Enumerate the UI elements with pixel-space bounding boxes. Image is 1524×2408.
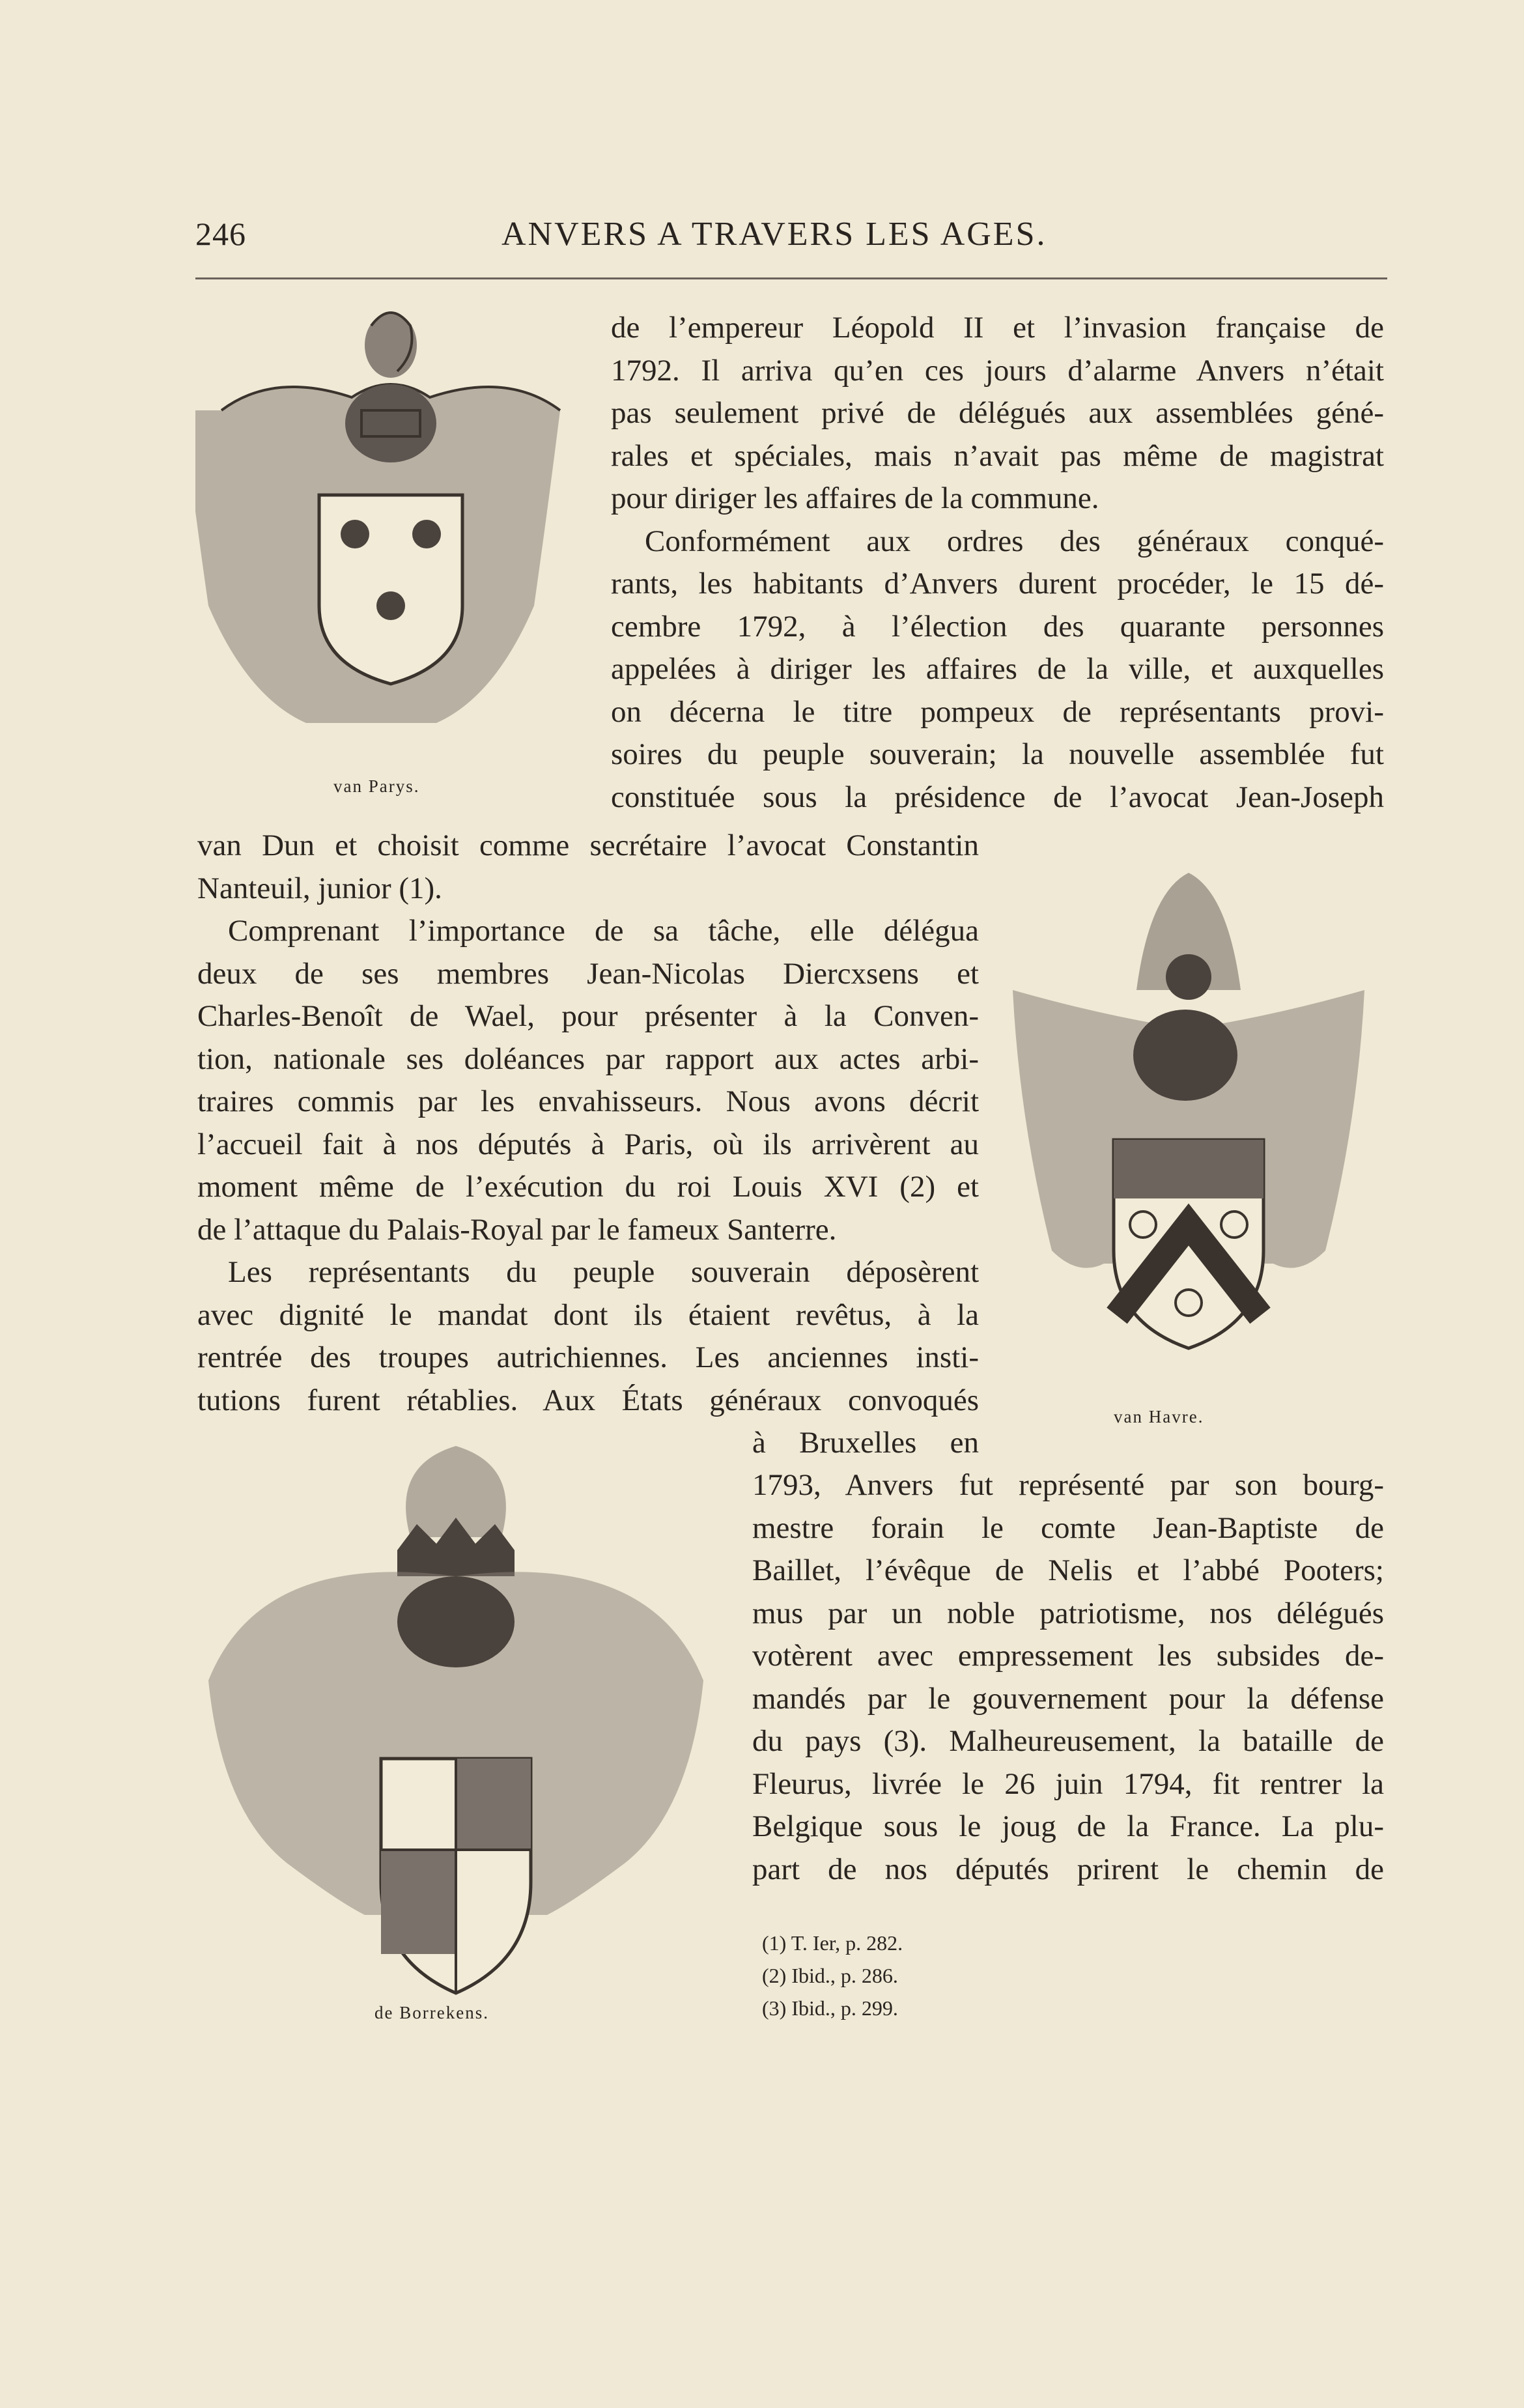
text-line: Charles-Benoît de Wael, pour présenter à la Conven- — [197, 999, 979, 1033]
de-borrekens-helmet — [397, 1576, 515, 1667]
text-line: pas seulement privé de délégués aux assemblées géné- — [611, 396, 1384, 430]
text-line: l’accueil fait à nos députés à Paris, où ils arrivèrent au — [197, 1127, 979, 1161]
coat-of-arms-van-parys — [195, 300, 586, 775]
text-line: de l’attaque du Palais-Royal par le fameux Santerre. — [197, 1212, 837, 1247]
text-line: Nanteuil, junior (1). — [197, 871, 442, 905]
van-parys-squirrel-crest — [365, 313, 417, 378]
text-line: Belgique sous le joug de la France. La plu- — [752, 1809, 1384, 1843]
caption-de-borrekens: de Borrekens. — [374, 2003, 489, 2022]
text-line: Fleurus, livrée le 26 juin 1794, fit rentrer la — [752, 1766, 1384, 1801]
page-number: 246 — [195, 216, 246, 252]
text-line: moment même de l’exécution du roi Louis XVI (2) et — [197, 1170, 979, 1204]
text-block-3 — [752, 1470, 1384, 1900]
text-line: de l’empereur Léopold II et l’invasion française de — [611, 311, 1384, 345]
text-line: 1793, Anvers fut représenté par son bourg- — [752, 1468, 1384, 1502]
coat-of-arms-de-borrekens — [195, 1433, 716, 2006]
text-line: rales et spéciales, mais n’avait pas même de magistrat — [611, 438, 1384, 473]
text-line: avec dignité le mandat dont ils étaient revêtus, à la — [197, 1297, 979, 1332]
footnote-3: (3) Ibid., p. 299. — [762, 1996, 898, 2020]
caption-van-parys: van Parys. — [333, 776, 420, 796]
coat-of-arms-van-havre — [993, 860, 1377, 1381]
running-title: ANVERS A TRAVERS LES AGES. — [501, 216, 1047, 253]
text-block-1 — [611, 313, 1384, 834]
text-line: appelées à diriger les affaires de la ville, et auxquelles — [611, 652, 1384, 686]
text-line: Les représentants du peuple souverain déposèrent — [228, 1255, 979, 1289]
van-parys-helmet — [345, 384, 436, 462]
text-line: mus par un noble patriotisme, nos délégués — [752, 1596, 1384, 1630]
text-line: Baillet, l’évêque de Nelis et l’abbé Pooters; — [752, 1553, 1384, 1587]
text-line: mestre forain le comte Jean-Baptiste de — [752, 1510, 1384, 1545]
text-line: rentrée des troupes autrichiennes. Les anciennes insti- — [197, 1340, 979, 1374]
van-havre-helmet — [1133, 1010, 1237, 1101]
text-line: du pays (3). Malheureusement, la bataille de — [752, 1724, 1384, 1758]
text-line: mandés par le gouvernement pour la défense — [752, 1681, 1384, 1716]
caption-van-havre: van Havre. — [1114, 1407, 1204, 1426]
van-parys-shield — [319, 495, 462, 684]
text-line: Conformément aux ordres des généraux conqué- — [645, 524, 1384, 558]
text-block-2 — [197, 830, 979, 1469]
text-line: on décerna le titre pompeux de représentants provi- — [611, 694, 1384, 729]
footnote-1: (1) T. Ier, p. 282. — [762, 1931, 903, 1955]
van-havre-winged-crest — [1136, 873, 1241, 1000]
text-line: constituée sous la présidence de l’avocat Jean-Joseph — [611, 780, 1384, 814]
footnote-2: (2) Ibid., p. 286. — [762, 1964, 898, 1987]
text-line: deux de ses membres Jean-Nicolas Diercxsens et — [197, 956, 979, 991]
text-line: part de nos députés prirent le chemin de — [752, 1852, 1384, 1886]
header-rule — [195, 277, 1387, 279]
van-havre-shield — [1114, 1140, 1263, 1348]
text-line: pour diriger les affaires de la commune. — [611, 481, 1099, 515]
text-line: rants, les habitants d’Anvers durent procéder, le 15 dé- — [611, 567, 1384, 601]
text-line: soires du peuple souverain; la nouvelle assemblée fut — [611, 737, 1384, 771]
text-line: 1792. Il arriva qu’en ces jours d’alarme Anvers n’était — [611, 353, 1384, 388]
text-line: votèrent avec empressement les subsides de- — [752, 1639, 1384, 1673]
text-line: tutions furent rétablies. Aux États généraux convoqués — [197, 1383, 979, 1417]
text-line: à Bruxelles en — [752, 1426, 979, 1460]
text-line: van Dun et choisit comme secrétaire l’avocat Constantin — [197, 829, 979, 862]
text-line: Comprenant l’importance de sa tâche, elle délégua — [228, 914, 979, 948]
text-line: cembre 1792, à l’élection des quarante personnes — [611, 609, 1384, 644]
de-borrekens-shield — [381, 1759, 531, 1993]
text-line: traires commis par les envahisseurs. Nous avons décrit — [197, 1084, 979, 1118]
text-line: tion, nationale ses doléances par rapport aux actes arbi- — [197, 1041, 979, 1076]
